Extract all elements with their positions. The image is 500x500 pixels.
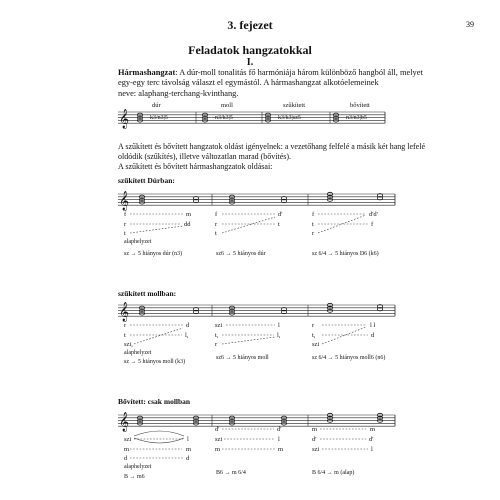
s3-r1-c4: d' bbox=[277, 426, 282, 433]
s2-r2-c1: t bbox=[124, 332, 126, 339]
s3-r1-c6: m bbox=[370, 426, 376, 433]
s2-r1-c3: szi bbox=[215, 322, 223, 329]
s1-r2-c3: r bbox=[215, 221, 218, 228]
s3-r3-c1: d bbox=[124, 455, 128, 462]
sec3-staff-clef: 𝄞 bbox=[119, 412, 130, 432]
s2-caption-2: sz6 → 5 hiányos moll bbox=[216, 355, 269, 361]
section3-heading: Bővített: csak mollban bbox=[118, 397, 191, 406]
s3-caption-1: B → m6 bbox=[124, 474, 145, 480]
s2-r1-c4: l bbox=[278, 322, 280, 329]
s2-r2-c4: l, bbox=[277, 332, 281, 339]
intro-line-1: Hármashangzat: A dúr-moll tonalitás fő harmóniája három különböző hangból áll, melyet bbox=[118, 68, 423, 77]
s2-r3-c3: r bbox=[215, 341, 218, 348]
s1-r2-c2: dd bbox=[184, 221, 191, 228]
sec2-resolution-line bbox=[222, 337, 275, 344]
s1-r2-c5: t bbox=[312, 221, 314, 228]
triad-staff-clef: 𝄞 bbox=[119, 109, 130, 129]
section-number: I. bbox=[246, 57, 254, 68]
sec1-resolution-line bbox=[130, 226, 183, 233]
s1-r3-c1: t bbox=[124, 230, 126, 237]
s1-r1-c3: f bbox=[215, 211, 218, 218]
triad-code-szukitett: k3/k3|sz5 bbox=[278, 115, 301, 121]
s2-alaphelyzet: alaphelyzet bbox=[124, 350, 152, 356]
s2-caption-1: sz → 5 hiányos moll (k3) bbox=[124, 359, 186, 365]
s3-caption-2: B6 → m 6/4 bbox=[216, 470, 246, 476]
sec2-resolution-line bbox=[134, 328, 183, 344]
intro-line-3: neve: alaphang-terchang-kvinthang. bbox=[118, 88, 239, 98]
triad-label-bovitett: bővített bbox=[350, 102, 370, 109]
chapter-title: 3. fejezet bbox=[227, 18, 273, 32]
section-title: Feladatok hangzatokkal bbox=[188, 43, 312, 57]
s3-r2-c4: l bbox=[278, 436, 280, 443]
sec3-tie-curve bbox=[134, 431, 184, 436]
s3-r2-c6: d' bbox=[369, 436, 374, 443]
s3-r3-c6: l bbox=[371, 446, 373, 453]
s3-caption-3: B 6/4 → m (alap) bbox=[312, 470, 355, 476]
s1-caption-3: sz 6/4 → 5 hiányos D6 (k6) bbox=[312, 251, 379, 257]
s2-r2-c5: t, bbox=[312, 332, 316, 339]
s3-alaphelyzet: alaphelyzet bbox=[124, 464, 152, 470]
s2-r2-c2: l, bbox=[185, 332, 189, 339]
triad-label-dur: dúr bbox=[152, 102, 161, 109]
s3-r1-c5: m bbox=[312, 426, 318, 433]
page-number: 39 bbox=[466, 20, 474, 29]
s3-r3-c4: m bbox=[278, 446, 284, 453]
sec2-staff-clef: 𝄞 bbox=[119, 302, 130, 322]
s3-r1-c3: d' bbox=[215, 426, 220, 433]
sec1-staff-clef: 𝄞 bbox=[119, 191, 130, 211]
s2-caption-3: sz 6/4 → 5 hiányos moll6 (n6) bbox=[312, 355, 386, 361]
s1-caption-2: sz6 → 5 hiányos dúr bbox=[216, 251, 266, 257]
s2-r2-c6: d bbox=[371, 332, 375, 339]
s1-r1-c4: d' bbox=[278, 211, 283, 218]
sec2-resolution-line bbox=[322, 327, 366, 344]
s3-r2-c1: m bbox=[124, 446, 130, 453]
s2-r2-c3: t, bbox=[215, 332, 219, 339]
s2-r1-c2: d bbox=[186, 322, 190, 329]
s1-r1-c1: f bbox=[124, 211, 127, 218]
section2-heading: szűkített mollban: bbox=[118, 289, 177, 298]
triad-code-bovitett: n3/n3|b5 bbox=[346, 115, 367, 121]
s3-r2-c5: d' bbox=[312, 436, 317, 443]
section1-heading: szűkített Dúrban: bbox=[118, 176, 175, 185]
explanation-paragraph: A szűkített és bővített hangzatok oldást igényelnek: a vezetőhang felfelé a másik két hang lefelé oldódik (szűkítés), illetve változatlan marad (bővítés). A szűkített és bővített hármashangzatok oldásai: bbox=[118, 142, 425, 171]
s2-r3-c1: szi, bbox=[124, 341, 133, 348]
s2-r1-c1: r bbox=[124, 322, 127, 329]
s3-r3-c2: d bbox=[186, 455, 190, 462]
intro-lead: Hármashangzat bbox=[118, 68, 176, 77]
s2-r1-c6: l l bbox=[370, 322, 376, 329]
triad-code-moll: n3/k3|5 bbox=[215, 115, 233, 121]
triad-label-moll: moll bbox=[221, 102, 233, 109]
s2-r1-c5: r bbox=[312, 322, 315, 329]
s3-r2-c2: m bbox=[186, 446, 192, 453]
s1-alaphelyzet: alaphelyzet bbox=[124, 239, 152, 245]
s1-r1-c6: d'd' bbox=[369, 211, 378, 218]
triad-code-dur: k3/n3|5 bbox=[150, 115, 168, 121]
s1-r1-c5: f bbox=[312, 211, 315, 218]
triad-label-szukitett: szűkített bbox=[283, 102, 306, 109]
s3-r3-c5: szi bbox=[312, 446, 320, 453]
s1-r2-c1: r bbox=[124, 221, 127, 228]
s1-caption-1: sz → 5 hiányos dúr (n3) bbox=[124, 251, 183, 257]
s1-r3-c5: r bbox=[312, 230, 315, 237]
s3-r1-c1: szi bbox=[124, 436, 132, 443]
s1-r3-c3: t bbox=[215, 230, 217, 237]
s1-r1-c2: m bbox=[186, 211, 192, 218]
s3-r1-c2: l bbox=[187, 436, 189, 443]
s3-r3-c3: m bbox=[215, 446, 221, 453]
sec1-resolution-line bbox=[222, 217, 275, 233]
s1-r2-c6: f bbox=[371, 221, 374, 228]
intro-line-2: egy-egy terc távolság választ el egymástól. A hármashangzat alkotóelemeinek bbox=[118, 78, 379, 88]
s1-r2-c4: t bbox=[278, 221, 280, 228]
s3-r2-c3: szi bbox=[215, 436, 223, 443]
s2-r3-c5: szi bbox=[312, 341, 320, 348]
